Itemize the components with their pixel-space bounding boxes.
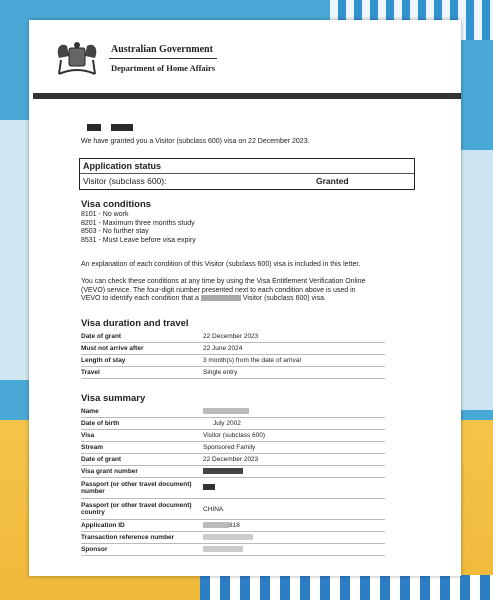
table-row bbox=[81, 532, 385, 544]
table-row bbox=[81, 331, 385, 343]
visa-summary-table bbox=[81, 406, 385, 556]
vevo-line: VEVO to identify each condition that a bbox=[81, 295, 199, 302]
row-value: 22 December 2023 bbox=[203, 333, 259, 340]
header-divider bbox=[109, 58, 217, 59]
row-value bbox=[203, 408, 385, 416]
redacted-text bbox=[203, 522, 229, 528]
redacted-text bbox=[201, 295, 241, 301]
row-label: Application ID bbox=[81, 521, 125, 529]
row-label: Length of stay bbox=[81, 356, 126, 364]
row-label: Sponsor bbox=[81, 545, 108, 553]
table-row bbox=[81, 544, 385, 556]
row-label: Passport (or other travel document) country bbox=[81, 501, 192, 516]
table-row bbox=[81, 367, 385, 379]
condition-item: 8201 - Maximum three months study bbox=[81, 219, 195, 227]
vevo-line: You can check these conditions at any time by using the Visa Entitlement Verification Online bbox=[81, 278, 366, 285]
row-value-text: July 2002 bbox=[213, 420, 241, 427]
visa-conditions-list bbox=[81, 211, 381, 245]
redacted-text bbox=[203, 468, 243, 474]
table-row bbox=[81, 355, 385, 367]
background-pattern-bottom bbox=[200, 575, 493, 600]
row-label: Stream bbox=[81, 443, 104, 451]
row-label: Date of grant bbox=[81, 332, 122, 340]
redacted-text bbox=[203, 408, 249, 414]
vevo-line: (VEVO) service. The four-digit number presented next to each condition above is used in bbox=[81, 286, 356, 294]
row-label: Visa grant number bbox=[81, 467, 138, 475]
row-value bbox=[203, 468, 385, 476]
row-label: Travel bbox=[81, 368, 100, 376]
row-value: Single entry bbox=[203, 369, 238, 376]
table-row bbox=[81, 499, 385, 520]
condition-item: 8503 - No further stay bbox=[81, 228, 149, 235]
table-row bbox=[81, 520, 385, 532]
row-value-text: 818 bbox=[229, 522, 240, 529]
row-label: Transaction reference number bbox=[81, 533, 175, 541]
table-row bbox=[81, 418, 385, 430]
row-label: Must not arrive after bbox=[81, 344, 144, 352]
condition-item: 8101 - No work bbox=[81, 211, 129, 218]
redacted-recipient bbox=[111, 124, 133, 131]
application-status-label: Visitor (subclass 600): bbox=[83, 176, 167, 186]
table-row bbox=[81, 430, 385, 442]
visa-duration-table bbox=[81, 331, 385, 379]
conditions-explanation: An explanation of each condition of this Visitor (subclass 600) visa is included in this letter. bbox=[81, 261, 361, 268]
row-value bbox=[203, 420, 385, 427]
row-value bbox=[203, 522, 385, 529]
application-status-title: Application status bbox=[83, 161, 162, 171]
coat-of-arms-icon bbox=[53, 38, 101, 82]
row-value: Visitor (subclass 600) bbox=[203, 432, 266, 439]
row-label: Passport (or other travel document) number bbox=[81, 480, 192, 495]
visa-duration-title: Visa duration and travel bbox=[81, 318, 189, 329]
vevo-line: Visitor (subclass 600) visa. bbox=[242, 295, 326, 302]
visa-grant-letter bbox=[29, 20, 461, 576]
row-label: Date of grant bbox=[81, 455, 122, 463]
visa-conditions-title: Visa conditions bbox=[81, 199, 152, 210]
row-value: 3 month(s) from the date of arrival bbox=[203, 357, 301, 364]
row-value: Sponsored Family bbox=[203, 444, 256, 451]
row-label: Visa bbox=[81, 431, 95, 439]
application-status-box bbox=[79, 158, 415, 190]
application-status-value: Granted bbox=[316, 176, 349, 186]
table-row bbox=[81, 478, 385, 499]
visa-summary-title: Visa summary bbox=[81, 393, 146, 404]
redacted-text bbox=[203, 484, 215, 490]
row-value: CHINA bbox=[203, 505, 224, 513]
row-value bbox=[203, 534, 385, 542]
status-divider bbox=[80, 173, 414, 174]
row-value bbox=[203, 546, 385, 554]
table-row bbox=[81, 343, 385, 355]
row-value: 22 June 2024 bbox=[203, 345, 243, 352]
condition-item: 8531 - Must Leave before visa expiry bbox=[81, 236, 196, 244]
redacted-recipient bbox=[87, 124, 101, 131]
table-row bbox=[81, 442, 385, 454]
row-label: Name bbox=[81, 407, 99, 415]
redacted-text bbox=[203, 546, 243, 552]
vevo-paragraph bbox=[81, 278, 451, 304]
row-value bbox=[203, 484, 385, 492]
row-label: Date of birth bbox=[81, 419, 120, 427]
table-row bbox=[81, 406, 385, 418]
department-name: Department of Home Affairs bbox=[111, 63, 216, 73]
table-row bbox=[81, 466, 385, 478]
row-value: 22 December 2023 bbox=[203, 456, 259, 463]
grant-intro: We have granted you a Visitor (subclass 600) visa on 22 December 2023. bbox=[81, 138, 310, 145]
table-row bbox=[81, 454, 385, 466]
government-name: Australian Government bbox=[111, 44, 213, 55]
redacted-text bbox=[203, 534, 253, 540]
header-bar bbox=[33, 93, 461, 99]
